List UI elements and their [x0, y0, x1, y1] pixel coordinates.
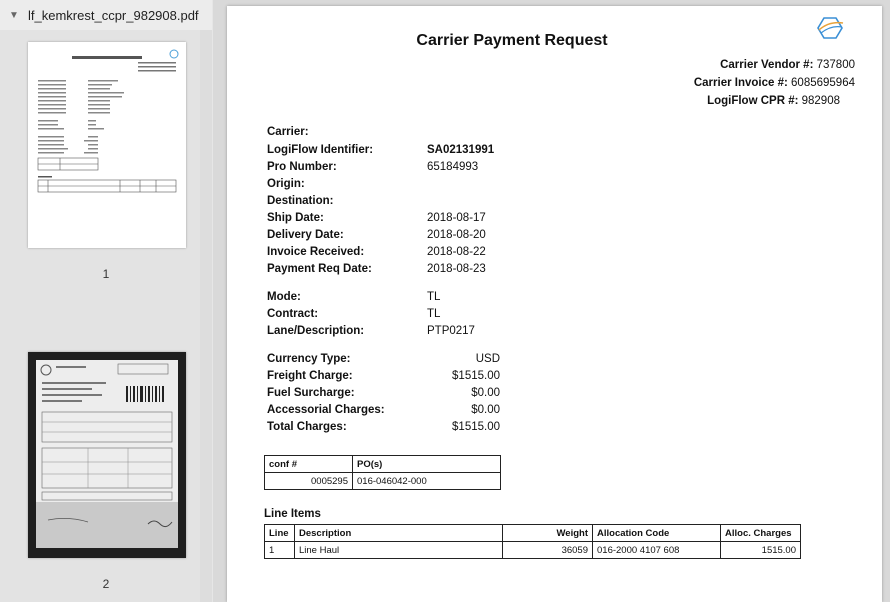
logiflow-cpr-label: LogiFlow CPR #: [707, 95, 799, 107]
line-items-header [265, 525, 801, 542]
thumbnail-1-preview [28, 42, 186, 248]
conf-column-header: conf # [265, 456, 353, 473]
identifier-label: LogiFlow Identifier: [267, 144, 374, 156]
thumbnail-2-scan-preview [28, 352, 186, 558]
payment-req-date-label: Payment Req Date: [267, 263, 372, 275]
contract-label: Contract: [267, 308, 319, 320]
lane-description-value: PTP0217 [427, 325, 475, 337]
sidebar-header [0, 0, 212, 30]
weight-column-header: Weight [503, 525, 593, 542]
line-items-heading: Line Items [264, 508, 321, 520]
mode-label: Mode: [267, 291, 301, 303]
carrier-invoice-value: 6085695964 [791, 77, 855, 89]
total-charges-label: Total Charges: [267, 421, 347, 433]
carrier-invoice-label: Carrier Invoice #: [693, 77, 788, 89]
payment-req-date-value: 2018-08-23 [427, 263, 486, 275]
alloc-charges-column-header: Alloc. Charges [721, 525, 801, 542]
disclosure-triangle-icon[interactable]: ▼ [9, 10, 19, 21]
freight-charge-label: Freight Charge: [267, 370, 353, 382]
page-title: Carrier Payment Request [416, 32, 608, 49]
fuel-surcharge-label: Fuel Surcharge: [267, 387, 355, 399]
carrier-invoice-row [694, 77, 855, 89]
sidebar-scrollbar[interactable] [200, 30, 212, 602]
carrier-vendor-row [720, 59, 855, 71]
page-thumbnail-1[interactable] [28, 42, 186, 248]
document-viewer[interactable] [213, 0, 890, 602]
po-column-header: PO(s) [353, 456, 501, 473]
lane-description-label: Lane/Description: [267, 325, 365, 337]
page-thumbnail-2[interactable] [28, 352, 186, 558]
logiflow-logo-icon [815, 15, 845, 41]
delivery-date-label: Delivery Date: [267, 229, 344, 241]
line-items-table [264, 524, 801, 559]
carrier-label: Carrier: [267, 126, 309, 138]
table-row [265, 473, 501, 490]
logiflow-cpr-row [707, 95, 840, 107]
carrier-vendor-label: Carrier Vendor #: [720, 59, 814, 71]
allocation-code-cell: 016-2000 4107 608 [593, 542, 721, 559]
currency-type-label: Currency Type: [267, 353, 351, 365]
description-cell: Line Haul [295, 542, 503, 559]
currency-type-value: USD [475, 353, 500, 365]
freight-charge-value: $1515.00 [452, 370, 500, 382]
pro-number-value: 65184993 [427, 161, 479, 173]
invoice-received-value: 2018-08-22 [427, 246, 486, 258]
conf-value: 0005295 [265, 473, 353, 490]
origin-label: Origin: [267, 178, 305, 190]
description-column-header: Description [295, 525, 503, 542]
document-page [227, 6, 882, 602]
line-cell: 1 [265, 542, 295, 559]
mode-value: TL [427, 291, 441, 303]
logiflow-cpr-value: 982908 [801, 95, 840, 107]
file-title[interactable]: lf_kemkrest_ccpr_982908.pdf [28, 8, 199, 23]
ship-date-label: Ship Date: [267, 212, 324, 224]
page-number-2: 2 [102, 577, 110, 591]
conf-po-table [264, 455, 501, 490]
ship-date-value: 2018-08-17 [427, 212, 486, 224]
identifier-value: SA02131991 [427, 144, 495, 156]
total-charges-value: $1515.00 [452, 421, 500, 433]
invoice-received-label: Invoice Received: [267, 246, 365, 258]
po-value: 016-046042-000 [353, 473, 501, 490]
allocation-code-column-header: Allocation Code [593, 525, 721, 542]
accessorial-charges-label: Accessorial Charges: [267, 404, 385, 416]
table-row [265, 542, 801, 559]
line-column-header: Line [265, 525, 295, 542]
accessorial-charges-value: $0.00 [471, 404, 500, 416]
carrier-vendor-value: 737800 [816, 59, 855, 71]
page-number-1: 1 [102, 267, 110, 281]
alloc-charges-cell: 1515.00 [721, 542, 801, 559]
contract-value: TL [427, 308, 441, 320]
conf-table-header [265, 456, 501, 473]
fuel-surcharge-value: $0.00 [471, 387, 500, 399]
pro-number-label: Pro Number: [267, 161, 337, 173]
thumbnail-sidebar [0, 0, 212, 602]
delivery-date-value: 2018-08-20 [427, 229, 486, 241]
destination-label: Destination: [267, 195, 334, 207]
weight-cell: 36059 [503, 542, 593, 559]
